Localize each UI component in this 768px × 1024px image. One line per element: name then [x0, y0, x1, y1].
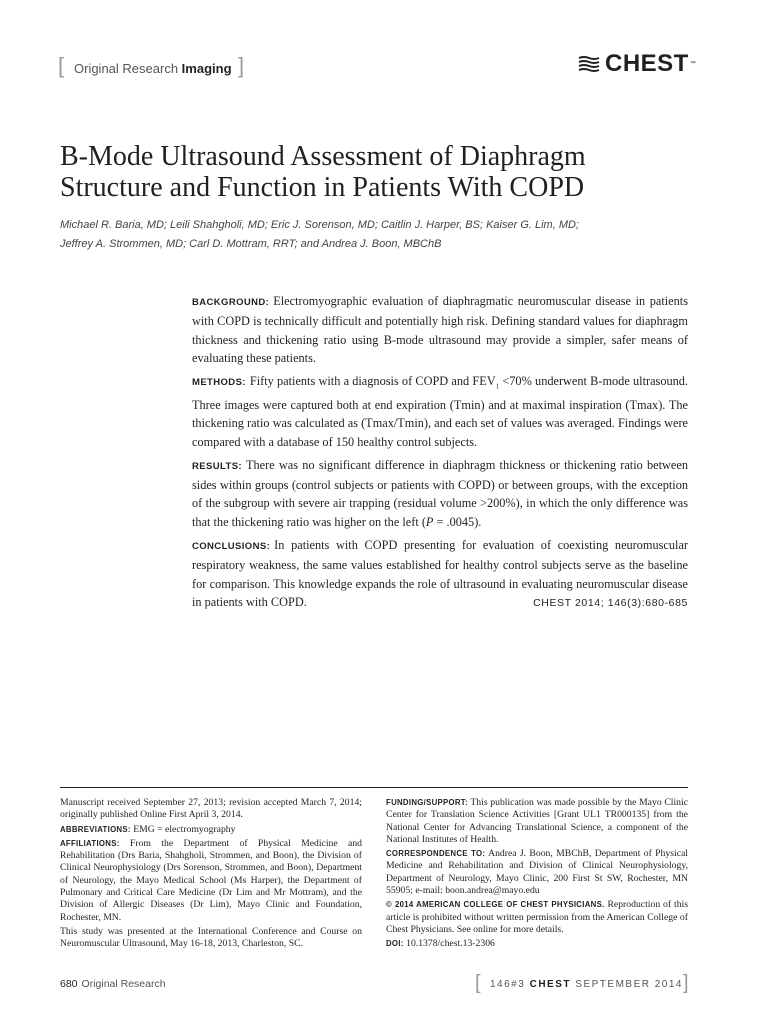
- copyright-label: © 2014 AMERICAN COLLEGE OF CHEST PHYSICIANS.: [386, 900, 605, 910]
- subsection-label: Imaging: [181, 61, 232, 76]
- chest-logo-text: CHEST™: [605, 50, 697, 77]
- doi-label: DOI:: [386, 939, 404, 949]
- funding: [386, 797, 688, 846]
- background-heading: BACKGROUND:: [192, 297, 270, 308]
- abstract-methods: [192, 372, 688, 451]
- issue-number: 146#3: [490, 979, 526, 990]
- correspondence-label: CORRESPONDENCE TO:: [386, 849, 486, 859]
- p-value-symbol: P: [425, 514, 434, 529]
- methods-text-a: Fifty patients with a diagnosis of COPD and FEV: [249, 374, 496, 389]
- page-footer-right: [490, 979, 683, 990]
- abstract-conclusions: [192, 536, 688, 611]
- abstract: [192, 292, 688, 616]
- affiliations-text: From the Department of Physical Medicine and Rehabilitation (Drs Baria, Shahgholi, Strommen, and Boon), the Division of Clinical Neurophysiology (Drs Sorenson, Strommen, and Boon), Department of Neurology, the Mayo Medical School (Ms Harper), the Department of Pulmonary and Critical Care Medicine (Dr Lim and Mr Mottram), and the Division of Allergic Diseases (Dr Lim), Mayo Clinic and Foundation, Rochester, MN.: [60, 837, 363, 923]
- background-text: Electromyographic evaluation of diaphragmatic neuromuscular disease in patients with COPD is technically difficult and potentially high risk. Defining standard values for diaphragm thickness and thickening ratio using B-mode ultrasound may provide a simpler, safer means of evaluating these patients.: [192, 294, 688, 365]
- abbreviations-label: ABBREVIATIONS:: [60, 824, 131, 834]
- methods-heading: METHODS:: [192, 377, 246, 389]
- footer-journal: CHEST: [529, 979, 571, 990]
- abstract-results: [192, 456, 688, 531]
- fev-subscript: 1: [495, 382, 500, 391]
- results-heading: RESULTS:: [192, 460, 242, 472]
- doi-text: 10.1378/chest.13-2306: [406, 938, 495, 950]
- author-list: [60, 216, 710, 254]
- footer-bracket-right: ]: [683, 972, 689, 994]
- abstract-background: [192, 292, 688, 367]
- copyright: [386, 899, 688, 936]
- chest-logo-icon: [578, 56, 600, 72]
- abbreviations-text: EMG = electromyography: [133, 823, 236, 835]
- conclusions-text: In patients with COPD presenting for evaluation of coexisting neuromuscular respiratory weakness, the same values established for healthy control subjects serve as the baseline for comparison. This knowledge expands the role of ultrasound in evaluating neuromuscular disease in patients with COPD.: [192, 538, 688, 609]
- manuscript-dates: Manuscript received September 27, 2013; revision accepted March 7, 2014; originally published Online First April 3, 2014.: [60, 797, 362, 821]
- header-bracket-right: ]: [238, 53, 245, 78]
- citation: CHEST 2014; 146(3):680-685: [533, 596, 688, 609]
- section-label: Original Research Imaging: [74, 61, 232, 76]
- title-line-1: B-Mode Ultrasound Assessment of Diaphragm: [60, 141, 586, 172]
- footnotes-right: [386, 797, 688, 953]
- title-line-2: Structure and Function in Patients With COPD: [60, 172, 585, 203]
- correspondence: [386, 848, 688, 897]
- page-footer-left: [60, 978, 166, 990]
- copyright-text: Reproduction of this article is prohibited without written permission from the American College of Chest Physicians. See online for more details.: [386, 899, 689, 935]
- doi: [386, 938, 688, 950]
- methods-text-b: <70% underwent B-mode ultrasound. Three images were captured both at end expiration (Tmin) and at maximal inspiration (Tmax). The thickening ratio was calculated as (Tmax/Tmin), and each set of values was averaged. Findings were compared with a database of 150 healthy control subjects.: [192, 374, 688, 449]
- authors-line-2: Jeffrey A. Strommen, MD; Carl D. Mottram, RRT; and Andrea J. Boon, MBChB: [60, 238, 442, 250]
- chest-logo: [578, 52, 696, 76]
- footer-section: Original Research: [81, 978, 166, 990]
- footnote-divider: [60, 787, 688, 788]
- conclusions-heading: CONCLUSIONS:: [192, 541, 271, 553]
- funding-text: This publication was made possible by the Mayo Clinic Center for Translation Science Activities [Grant UL1 TR000135] from the National Center for Advancing Translational Science, a component of the National Institutes of Health.: [386, 797, 688, 845]
- page-number: 680: [60, 978, 78, 990]
- presentation-note: This study was presented at the International Conference and Course on Neuromuscular Ultrasound, May 16-18, 2013, Charleston, SC.: [60, 925, 362, 950]
- footnotes-left: [60, 797, 362, 953]
- footer-bracket-left: [: [475, 972, 481, 994]
- authors-line-1: Michael R. Baria, MD; Leili Shahgholi, MD; Eric J. Sorenson, MD; Caitlin J. Harper, BS; Kaiser G. Lim, MD;: [60, 219, 579, 231]
- correspondence-text: Andrea J. Boon, MBChB, Department of Physical Medicine and Rehabilitation and Division of Clinical Neurophysiology, Department of Neurology, Mayo Clinic, 200 First St SW, Rochester, MN 55905; e-mail: boon.andrea@mayo.edu: [386, 848, 688, 897]
- affiliations: [60, 838, 362, 924]
- header-bracket-left: [: [58, 53, 65, 78]
- affiliations-label: AFFILIATIONS:: [60, 838, 120, 848]
- abbreviations: [60, 824, 362, 836]
- article-title: [60, 141, 720, 203]
- issue-date: SEPTEMBER 2014: [575, 979, 683, 990]
- results-text-b: = .0045).: [433, 514, 482, 529]
- results-text-a: There was no significant difference in diaphragm thickness or thickening ratio between sides within groups (control subjects or patients with COPD) or between groups, with the exception of the subgroup with severe air trapping (residual volume >200%), in which the only difference was that the thickening ratio was higher on the left (: [192, 457, 688, 529]
- funding-label: FUNDING/SUPPORT:: [386, 798, 468, 807]
